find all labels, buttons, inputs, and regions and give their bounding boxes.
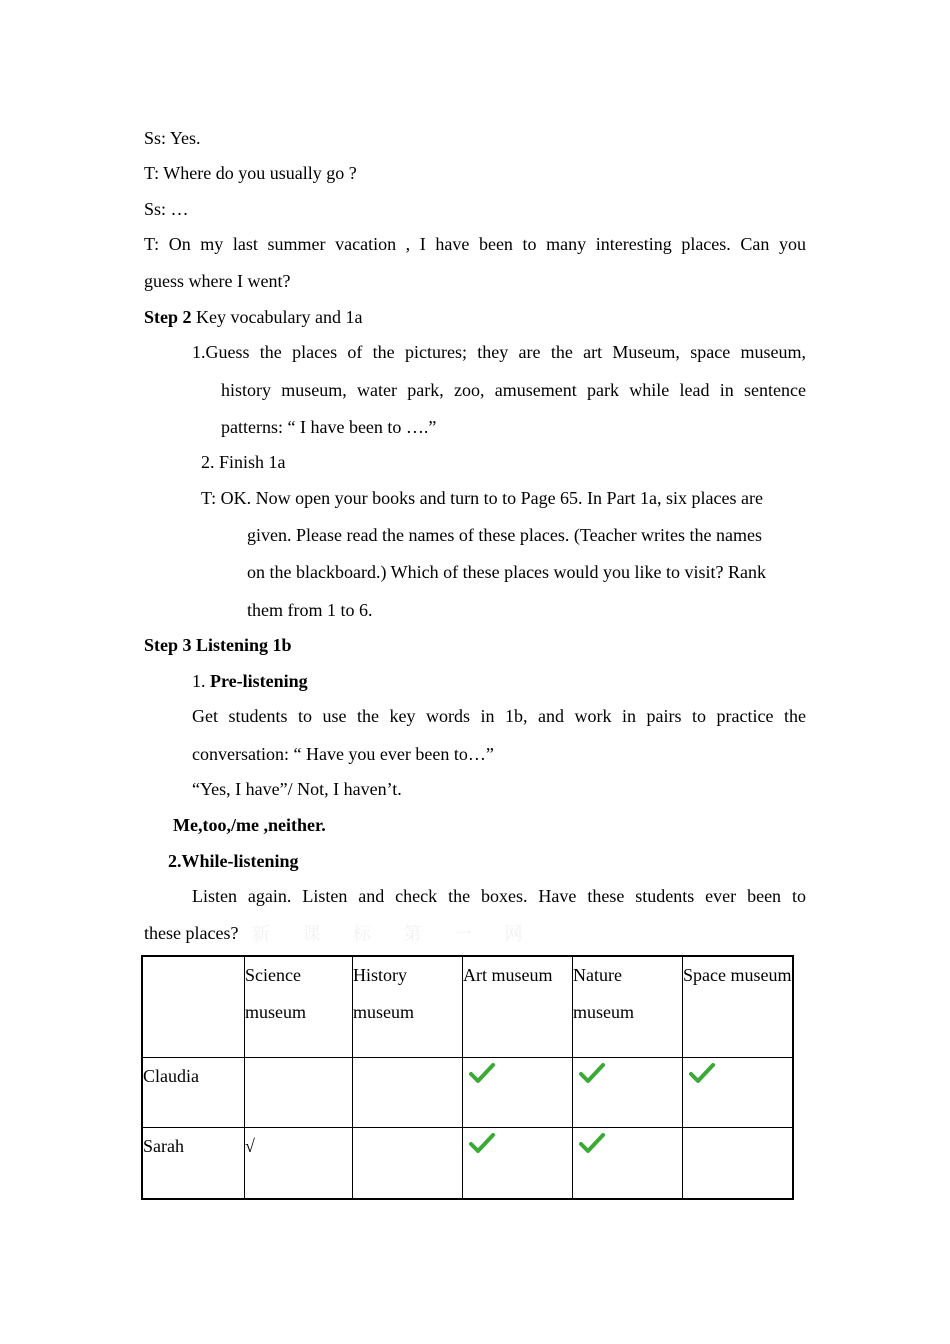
cell-space bbox=[683, 1057, 794, 1127]
check-icon bbox=[689, 1060, 715, 1097]
line-ss-ellipsis: Ss: … bbox=[144, 199, 189, 219]
watermark: 新 课 标 第 一 网 bbox=[252, 924, 537, 944]
step2-item1-line1: 1.Guess the places of the pictures; they are the art Museum, space museum, bbox=[192, 342, 806, 362]
cell-history bbox=[353, 1057, 463, 1127]
header-art: Art museum bbox=[463, 956, 573, 1057]
header-space: Space museum bbox=[683, 956, 794, 1057]
step2-item1-line3: patterns: “ I have been to ….” bbox=[221, 417, 437, 437]
pre-listening-line3: “Yes, I have”/ Not, I haven’t. bbox=[192, 779, 402, 799]
check-icon bbox=[469, 1060, 495, 1097]
while-listening-line1: Listen again. Listen and check the boxes. Have these students ever been to bbox=[192, 886, 806, 906]
step2-item2: 2. Finish 1a bbox=[201, 452, 286, 472]
me-too-line: Me,too,/me ,neither. bbox=[173, 815, 326, 835]
step2-t-line2: given. Please read the names of these places. (Teacher writes the names bbox=[247, 525, 763, 545]
cell-science bbox=[245, 1057, 353, 1127]
check-icon bbox=[579, 1060, 605, 1097]
pre-listening-line2: conversation: “ Have you ever been to…” bbox=[192, 744, 494, 764]
cell-history bbox=[353, 1127, 463, 1199]
while-listening-line2: these places? bbox=[144, 923, 239, 943]
pre-listening-line1: Get students to use the key words in 1b, and work in pairs to practice the bbox=[192, 706, 806, 726]
step2-label: Step 2 bbox=[144, 307, 192, 327]
row-name: Sarah bbox=[142, 1127, 245, 1199]
step2-t-line4: them from 1 to 6. bbox=[247, 600, 373, 620]
cell-science: √ bbox=[245, 1127, 353, 1199]
line-t-where: T: Where do you usually go ? bbox=[144, 163, 357, 183]
step2-item1-line2: history museum, water park, zoo, amusement park while lead in sentence bbox=[221, 380, 806, 400]
table-row bbox=[142, 1127, 793, 1199]
row-name: Claudia bbox=[142, 1057, 245, 1127]
pre-listening-label: Pre-listening bbox=[210, 671, 308, 691]
cell-nature bbox=[573, 1127, 683, 1199]
header-history: History museum bbox=[353, 956, 463, 1057]
step3-heading: Step 3 Listening 1b bbox=[144, 635, 292, 655]
cell-space bbox=[683, 1127, 794, 1199]
step2-t-line3: on the blackboard.) Which of these places would you like to visit? Rank bbox=[247, 562, 767, 582]
step2-t-line1: T: OK. Now open your books and turn to to Page 65. In Part 1a, six places are bbox=[201, 488, 763, 508]
cell-nature bbox=[573, 1057, 683, 1127]
step2-heading bbox=[144, 306, 362, 328]
check-icon bbox=[579, 1130, 605, 1167]
pre-listening-number: 1. bbox=[192, 671, 210, 691]
line-guess-where: guess where I went? bbox=[144, 271, 291, 291]
pre-listening-heading bbox=[192, 670, 308, 692]
cell-art bbox=[463, 1057, 573, 1127]
cell-art bbox=[463, 1127, 573, 1199]
table-row bbox=[142, 1057, 793, 1127]
check-icon bbox=[469, 1130, 495, 1167]
museum-table bbox=[141, 955, 794, 1200]
line-t-vacation: T: On my last summer vacation , I have been to many interesting places. Can you bbox=[144, 234, 806, 254]
table-header-row bbox=[142, 956, 793, 1057]
header-nature: Nature museum bbox=[573, 956, 683, 1057]
step2-text: Key vocabulary and 1a bbox=[191, 307, 363, 327]
header-science: Science museum bbox=[245, 956, 353, 1057]
line-ss-yes: Ss: Yes. bbox=[144, 128, 201, 148]
header-blank bbox=[142, 956, 245, 1057]
while-listening-heading: 2.While-listening bbox=[168, 851, 299, 871]
